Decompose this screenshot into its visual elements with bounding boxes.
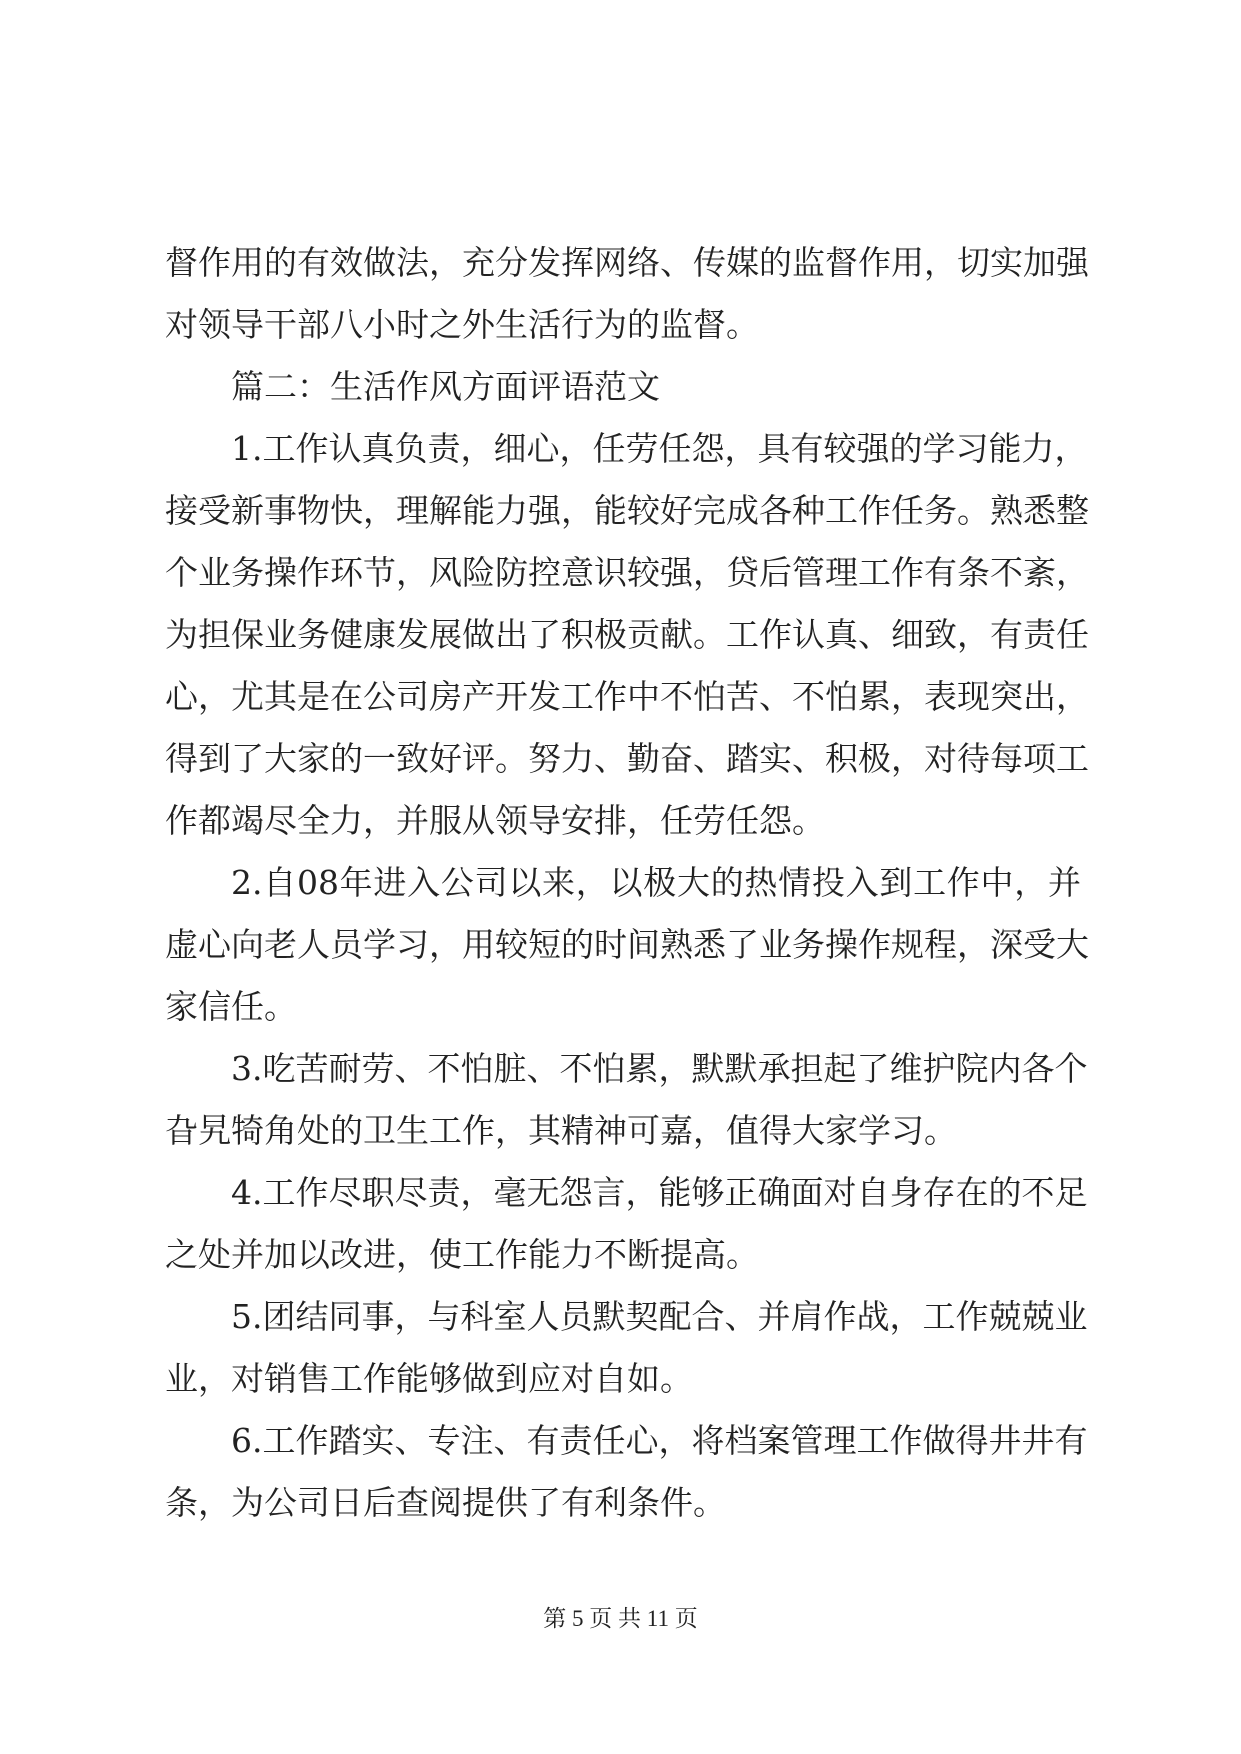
paragraph	[165, 1410, 1088, 1534]
paragraph	[165, 852, 1089, 1038]
paragraph	[165, 1286, 1088, 1410]
text-line: 家信任。	[165, 987, 297, 1026]
text-line: 为担保业务健康发展做出了积极贡献。工作认真、细致，有责任	[165, 615, 1089, 654]
text-line: 篇二：生活作风方面评语范文	[231, 367, 660, 406]
text-line: 旮旯犄角处的卫生工作，其精神可嘉，值得大家学习。	[165, 1111, 957, 1150]
text-line: 3.吃苦耐劳、不怕脏、不怕累，默默承担起了维护院内各个	[231, 1049, 1088, 1088]
page-footer: 第 5 页 共 11 页	[543, 1606, 698, 1631]
text-line: 条，为公司日后查阅提供了有利条件。	[165, 1483, 726, 1522]
text-line: 2.自08年进入公司以来，以极大的热情投入到工作中，并	[231, 863, 1081, 902]
text-line: 心，尤其是在公司房产开发工作中不怕苦、不怕累，表现突出，	[165, 677, 1089, 716]
text-line: 作都竭尽全力，并服从领导安排，任劳任怨。	[165, 801, 825, 840]
text-line: 个业务操作环节，风险防控意识较强，贷后管理工作有条不紊，	[165, 553, 1089, 592]
text-line: 得到了大家的一致好评。努力、勤奋、踏实、积极，对待每项工	[165, 739, 1089, 778]
text-line: 5.团结同事，与科室人员默契配合、并肩作战，工作兢兢业	[231, 1297, 1088, 1336]
paragraph	[165, 232, 1089, 356]
text-line: 之处并加以改进，使工作能力不断提高。	[165, 1235, 759, 1274]
paragraph	[165, 1038, 1088, 1162]
text-line: 虚心向老人员学习，用较短的时间熟悉了业务操作规程，深受大	[165, 925, 1089, 964]
text-line: 4.工作尽职尽责，毫无怨言，能够正确面对自身存在的不足	[231, 1173, 1088, 1212]
text-line: 对领导干部八小时之外生活行为的监督。	[165, 305, 759, 344]
text-line: 业，对销售工作能够做到应对自如。	[165, 1359, 693, 1398]
text-line: 1.工作认真负责，细心，任劳任怨，具有较强的学习能力，	[231, 429, 1088, 468]
paragraph	[165, 418, 1089, 852]
document-body	[165, 232, 1089, 1534]
text-line: 督作用的有效做法，充分发挥网络、传媒的监督作用，切实加强	[165, 243, 1089, 282]
text-line: 接受新事物快，理解能力强，能较好完成各种工作任务。熟悉整	[165, 491, 1089, 530]
paragraph	[165, 1162, 1088, 1286]
text-line: 6.工作踏实、专注、有责任心，将档案管理工作做得井井有	[231, 1421, 1088, 1460]
paragraph	[165, 356, 1081, 418]
